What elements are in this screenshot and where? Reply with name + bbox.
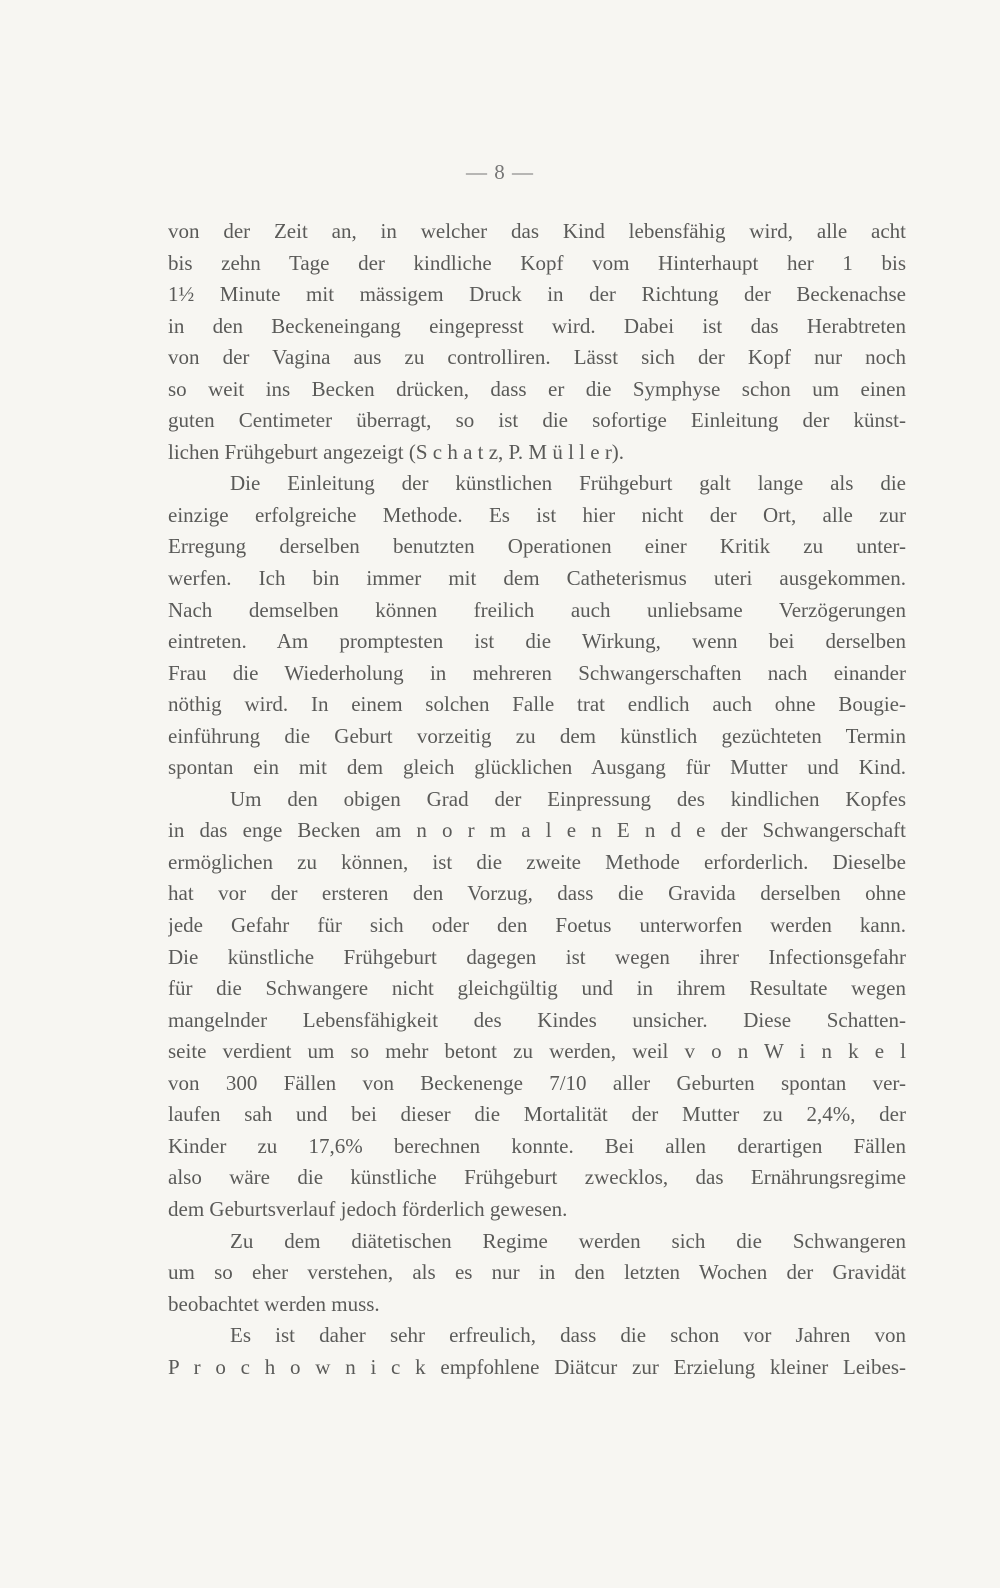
text-line: guten Centimeter überragt, so ist die sofortige Einleitung der künst- [168,408,906,433]
text-line: dem Geburtsverlauf jedoch förderlich gewesen. [168,1196,568,1221]
text-line: werfen. Ich bin immer mit dem Catheterismus uteri ausgekommen. [168,566,906,591]
text-line: Erregung derselben benutzten Operationen einer Kritik zu unter- [168,534,906,559]
text-line: Die künstliche Frühgeburt dagegen ist wegen ihrer Infectionsgefahr [168,944,906,969]
text-line: Zu dem diätetischen Regime werden sich die Schwangeren [230,1228,906,1253]
text-line: hat vor der ersteren den Vorzug, dass die Gravida derselben ohne [168,881,906,906]
text-line: beobachtet werden muss. [168,1291,380,1316]
text-line: einführung die Geburt vorzeitig zu dem künstlich gezüchteten Termin [168,723,906,748]
text-line: von der Zeit an, in welcher das Kind lebensfähig wird, alle acht [168,219,906,243]
text-line: eintreten. Am promptesten ist die Wirkung, wenn bei derselben [168,629,906,654]
text-line: nöthig wird. In einem solchen Falle trat endlich auch ohne Bougie- [168,692,906,717]
text-line: Es ist daher sehr erfreulich, dass die schon vor Jahren von [230,1323,906,1348]
text-line: also wäre die künstliche Frühgeburt zwecklos, das Ernährungsregime [168,1165,906,1190]
text-line: lichen Frühgeburt angezeigt (S c h a t z, P. M ü l l e r). [168,439,625,464]
text-line: bis zehn Tage der kindliche Kopf vom Hinterhaupt her 1 bis [168,250,906,275]
text-line: Um den obigen Grad der Einpressung des kindlichen Kopfes [230,786,906,811]
text-line: seite verdient um so mehr betont zu werden, weil v o n W i n k e l [168,1039,906,1064]
text-line: von der Vagina aus zu controlliren. Lässt sich der Kopf nur noch [168,345,906,370]
body-text [168,216,906,1383]
text-line: spontan ein mit dem gleich glücklichen Ausgang für Mutter und Kind. [168,755,906,780]
page-number: — 8 — [466,160,534,184]
text-line: so weit ins Becken drücken, dass er die Symphyse schon um einen [168,376,906,401]
text-line: in den Beckeneingang eingepresst wird. Dabei ist das Herabtreten [168,313,906,338]
text-line: ermöglichen zu können, ist die zweite Methode erforderlich. Dieselbe [168,849,906,874]
text-line: P r o c h o w n i c k empfohlene Diätcur zur Erzielung kleiner Leibes- [168,1354,906,1379]
text-line: laufen sah und bei dieser die Mortalität der Mutter zu 2,4%, der [168,1102,906,1127]
text-line: jede Gefahr für sich oder den Foetus unterworfen werden kann. [168,913,906,938]
text-line: Kinder zu 17,6% berechnen konnte. Bei allen derartigen Fällen [168,1133,906,1158]
text-line: Nach demselben können freilich auch unliebsame Verzögerungen [168,597,906,622]
text-line: mangelnder Lebensfähigkeit des Kindes unsicher. Diese Schatten- [168,1007,906,1032]
text-line: 1½ Minute mit mässigem Druck in der Richtung der Beckenachse [168,282,906,307]
text-line: in das enge Becken am n o r m a l e n E n d e der Schwangerschaft [168,818,906,843]
text-line: einzige erfolgreiche Methode. Es ist hier nicht der Ort, alle zur [168,502,906,527]
text-line: von 300 Fällen von Beckenenge 7/10 aller Geburten spontan ver- [168,1070,906,1095]
text-line: Frau die Wiederholung in mehreren Schwangerschaften nach einander [168,660,906,685]
text-line: für die Schwangere nicht gleichgültig und in ihrem Resultate wegen [168,976,906,1001]
text-line: Die Einleitung der künstlichen Frühgeburt galt lange als die [230,471,906,496]
text-line: um so eher verstehen, als es nur in den letzten Wochen der Gravidät [168,1260,906,1285]
